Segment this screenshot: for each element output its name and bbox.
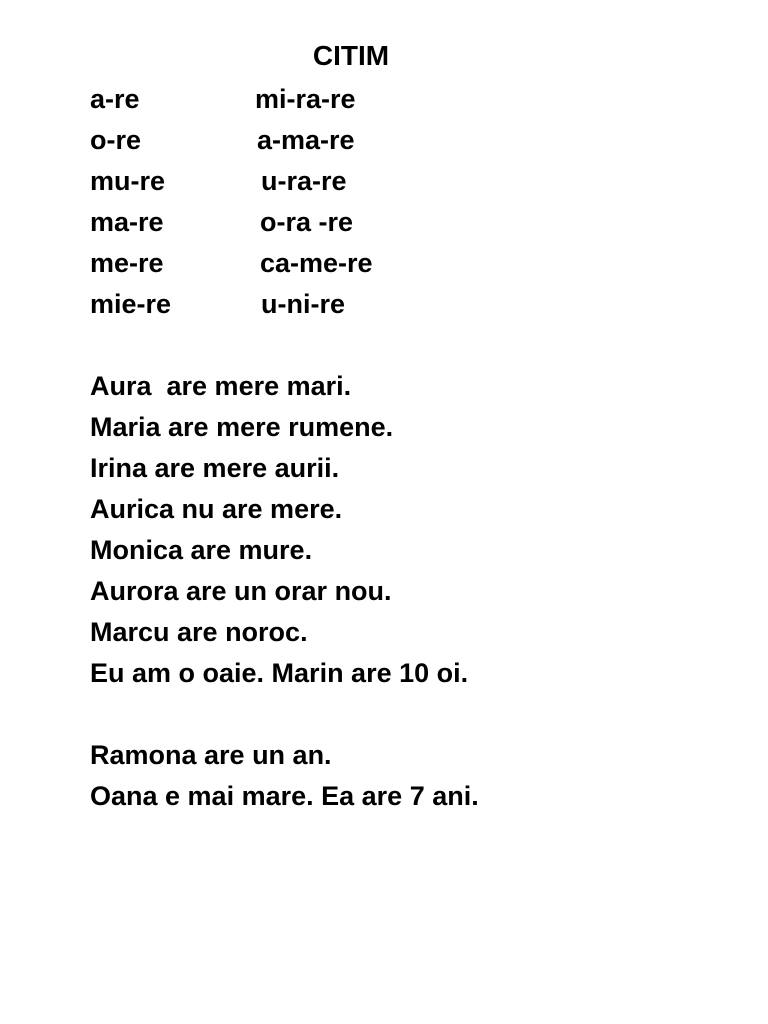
syllable-word: mu-re — [90, 166, 166, 196]
reading-sentence: Oana e mai mare. Ea are 7 ani. — [90, 781, 479, 811]
reading-sentence: Maria are mere rumene. — [90, 412, 394, 442]
syllable-word: mie-re — [90, 289, 172, 319]
reading-sentence: Aurora are un orar nou. — [90, 576, 392, 606]
syllable-word: u-ra-re — [261, 166, 347, 196]
reading-sentence: Aura are mere mari. — [90, 371, 352, 401]
syllable-word: me-re — [90, 248, 164, 278]
reading-sentence: Ramona are un an. — [90, 740, 332, 770]
syllable-word: a-re — [90, 84, 140, 114]
syllable-word: ma-re — [90, 207, 164, 237]
page-title: CITIM — [312, 40, 390, 71]
syllable-word: u-ni-re — [261, 289, 345, 319]
syllable-word: o-re — [90, 125, 142, 155]
syllable-word: ca-me-re — [260, 248, 373, 278]
syllable-word: o-ra -re — [260, 207, 354, 237]
reading-sentence: Monica are mure. — [90, 535, 313, 565]
reading-sentence: Marcu are noroc. — [90, 617, 308, 647]
syllable-word: mi-ra-re — [255, 84, 356, 114]
syllable-word: a-ma-re — [257, 125, 355, 155]
reading-sentence: Irina are mere aurii. — [90, 453, 340, 483]
reading-sentence: Eu am o oaie. Marin are 10 oi. — [90, 658, 469, 688]
reading-sentence: Aurica nu are mere. — [90, 494, 343, 524]
